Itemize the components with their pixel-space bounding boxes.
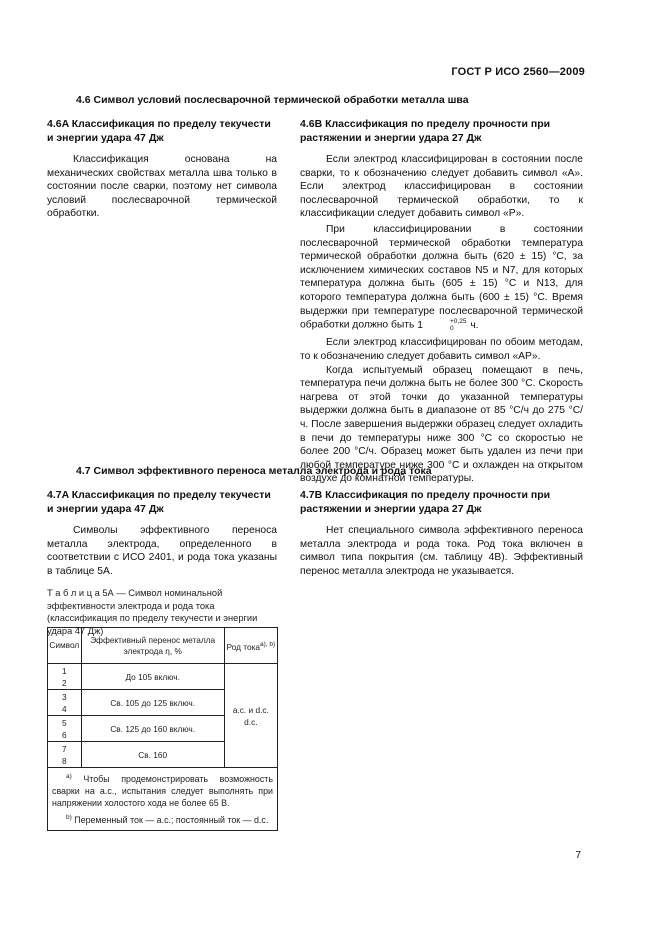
table-footnotes-row [48, 768, 278, 831]
transfer-cell: Св. 160 [81, 742, 224, 768]
document-header: ГОСТ Р ИСО 2560—2009 [451, 66, 585, 78]
table-header-row [48, 628, 278, 664]
section-4-7a-text: Символы эффективного переноса металла электрода, определенного в соответствии с ИСО 2401, и рода тока указаны в таблице 5A. [47, 525, 277, 577]
table-5a-caption: Т а б л и ц а 5А — Символ номинальной эффективности электрода и рода тока (классификация по пределу текучести и энергии удара 47 Дж) [47, 588, 258, 636]
section-4-6b-p2: При классифицировании в состоянии послесварочной термической обработки температура термической обработки должна быть (620 ± 15) °C, за исключением химических составов N5 и N7, для которых температура должна быть (605 ± 15) °C и N13, для которого температура должна быть (600 ± 15) °C. Время выдержки при температуре послесварочной термической обработки должно быть 1 +0,25 0 ч. [300, 223, 583, 333]
section-4-7-title: 4.7 Символ эффективного переноса металла электрода и рода тока [76, 465, 432, 477]
transfer-cell: Св. 125 до 160 включ. [81, 716, 224, 742]
table-row: 1 2 До 105 включ. a.c. и d.c. d.c. [48, 664, 278, 690]
table-row: 3 4 Св. 105 до 125 включ. [48, 690, 278, 716]
section-4-6b-body [300, 153, 583, 486]
section-4-6a-text: Классификация основана на механических свойствах металла шва только в состоянии после сварки, поэтому нет символа условий послесварочной термической обработки. [47, 154, 277, 220]
section-4-6b-p1: Если электрод классифицирован в состоянии после сварки, то к обозначению следует добавить символ «A». Если электрод классифицирован в состоянии послесварочной термической обработки, то к классификации следует добавить символ «P». [300, 154, 583, 220]
section-4-7b-title: 4.7B Классификация по пределу прочности при растяжении и энергии удара 27 Дж [300, 489, 551, 515]
header-current: Род тока$^{a), b)}$ [224, 628, 277, 664]
table-5a [47, 627, 278, 831]
section-4-6-title: 4.6 Символ условий послесварочной термической обработки металла шва [76, 94, 469, 106]
header-transfer: Эффективный перенос металла электрода η, % [81, 628, 224, 664]
section-4-7b-text: Нет специального символа эффективного переноса металла электрода и рода тока. Род тока включен в символ типа покрытия (см. таблицу 4B). Эффективный перенос металла электрода не указывается. [300, 525, 583, 577]
time-formula: 1 +0,25 0 ч. [417, 318, 479, 333]
page-number: 7 [575, 850, 581, 861]
current-cell: a.c. и d.c. d.c. [224, 664, 277, 768]
footnote-b: $^{b)}$ Переменный ток — a.c.; постоянный ток — d.c. [66, 813, 269, 825]
section-4-6a-title: 4.6A Классификация по пределу текучести и энергии удара 47 Дж [47, 118, 271, 144]
table-row: 7 8 Св. 160 [48, 742, 278, 768]
table-row: 5 6 Св. 125 до 160 включ. [48, 716, 278, 742]
section-4-6b-title: 4.6B Классификация по пределу прочности при растяжении и энергии удара 27 Дж [300, 118, 551, 144]
footnote-a: $^{a)}$ Чтобы продемонстрировать возможность сварки на a.c., испытания следует выполнять при напряжении холостого хода не более 65 В. [52, 773, 273, 808]
transfer-cell: Св. 105 до 125 включ. [81, 690, 224, 716]
section-4-6b-p3: Если электрод классифицирован по обоим методам, то к обозначению следует добавить символ «AP». [300, 337, 583, 363]
section-4-7a-title: 4.7A Классификация по пределу текучести и энергии удара 47 Дж [47, 489, 271, 515]
section-4-6b-p4: Когда испытуемый образец помещают в печь, температура печи должна быть не более 300 °C. Скорость нагрева от этой точки до указанной температуры выдержки должна быть в диапазоне от 85 °C/ч до 275 °C/ч. После завершения выдержки образец следует охладить в печи до температуры ниже 300 °C со скоростью не более 200 °C/ч. Образец может быть удален из печи при любой температуре ниже 300 °C и охлажден на открытом воздухе до комнатной температуры. [300, 364, 583, 485]
transfer-cell: До 105 включ. [81, 664, 224, 690]
header-symbol: Символ [48, 628, 82, 664]
